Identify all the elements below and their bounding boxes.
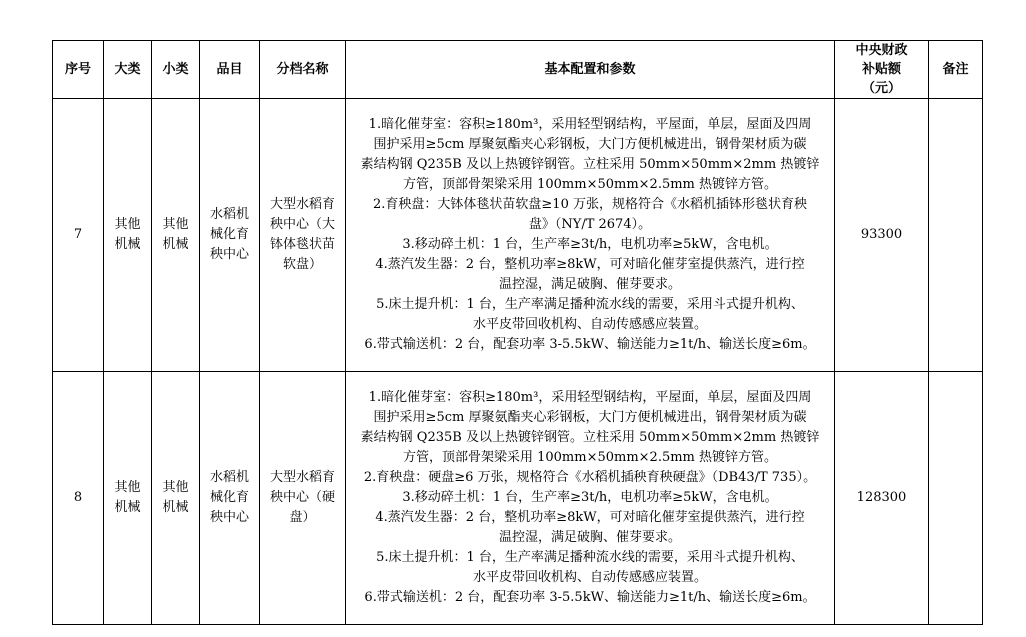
config-line: 温控湿，满足破胸、催芽要求。 [498,277,681,292]
subsidy-spec-table [52,40,983,625]
grade-name-line: 秧中心（大 [269,217,335,232]
header-seq: 序号 [53,41,104,99]
config-line: 4.蒸汽发生器：2 台，整机功率≥8kW，可对暗化催芽室提供蒸汽，进行控 [375,510,805,525]
config-line: 1.暗化催芽室：容积≥180m³，采用轻型钢结构，平屋面，单层，屋面及四周 [368,390,812,405]
config-line: 3.移动碎土机：1 台，生产率≥3t/h，电机功率≥5kW，含电机。 [402,490,778,505]
item-cell [200,99,260,372]
major-category-line: 机械 [114,500,141,515]
config-line: 方管，顶部骨架梁采用 100mm×50mm×2.5mm 热镀锌方管。 [402,450,778,465]
minor-category-line: 机械 [162,500,189,515]
config-line: 4.蒸汽发生器：2 台，整机功率≥8kW，可对暗化催芽室提供蒸汽，进行控 [375,257,805,272]
config-line: 素结构钢 Q235B 及以上热镀锌钢管。立柱采用 50mm×50mm×2mm 热镀锌 [360,430,820,445]
item-line: 水稻机 [209,207,249,222]
grade-name-line: 盘） [289,510,316,525]
header-subsidy-line2: 补贴额 [861,62,901,77]
config-line: 水平皮带回收机构、自动传感感应装置。 [472,570,707,585]
minor-category-cell [152,372,200,625]
grade-name-line: 大型水稻育 [269,470,335,485]
config-line: 温控湿，满足破胸、催芽要求。 [498,530,681,545]
header-subsidy [835,41,929,99]
seq-cell: 8 [53,372,104,625]
config-line: 2.育秧盘：硬盘≥6 万张，规格符合《水稻机插秧育秧硬盘》（DB43/T 735）。 [363,470,817,485]
config-line: 5.床土提升机：1 台，生产率满足播种流水线的需要，采用斗式提升机构、 [376,550,804,565]
minor-category-line: 其他 [162,480,189,495]
grade-name-line: 钵体毯状苗 [269,237,335,252]
grade-name-line: 秧中心（硬 [269,490,335,505]
minor-category-cell [152,99,200,372]
config-line: 水平皮带回收机构、自动传感感应装置。 [472,317,707,332]
header-remarks: 备注 [929,41,983,99]
header-minor-category: 小类 [152,41,200,99]
header-row [53,41,983,99]
grade-name-cell [260,372,346,625]
config-line: 素结构钢 Q235B 及以上热镀锌钢管。立柱采用 50mm×50mm×2mm 热镀锌 [360,157,820,172]
config-cell [346,99,835,372]
remarks-cell [929,372,983,625]
grade-name-cell [260,99,346,372]
table-row [53,372,983,625]
header-subsidy-line3: （元） [861,81,901,96]
config-cell [346,372,835,625]
config-line: 围护采用≥5cm 厚聚氨酯夹心彩钢板，大门方便机械进出，钢骨架材质为碳 [373,410,807,425]
subsidy-cell: 128300 [835,372,929,625]
config-line: 2.育秧盘：大钵体毯状苗软盘≥10 万张，规格符合《水稻机插钵形毯状育秧 [373,197,807,212]
seq-cell: 7 [53,99,104,372]
item-line: 械化育 [209,227,249,242]
grade-name-line: 大型水稻育 [269,197,335,212]
major-category-cell [104,99,152,372]
item-line: 秧中心 [209,510,249,525]
item-cell [200,372,260,625]
config-line: 6.带式输送机：2 台，配套功率 3-5.5kW、输送能力≥1t/h、输送长度≥6m。 [364,337,816,352]
item-line: 秧中心 [209,247,249,262]
item-line: 水稻机 [209,470,249,485]
config-line: 3.移动碎土机：1 台，生产率≥3t/h，电机功率≥5kW，含电机。 [402,237,778,252]
major-category-line: 其他 [114,217,141,232]
config-line: 6.带式输送机：2 台，配套功率 3-5.5kW、输送能力≥1t/h、输送长度≥6m。 [364,590,816,605]
header-config: 基本配置和参数 [346,41,835,99]
subsidy-cell: 93300 [835,99,929,372]
major-category-line: 机械 [114,237,141,252]
config-line: 1.暗化催芽室：容积≥180m³，采用轻型钢结构，平屋面，单层，屋面及四周 [368,117,812,132]
header-grade-name: 分档名称 [260,41,346,99]
table-row [53,99,983,372]
config-line: 围护采用≥5cm 厚聚氨酯夹心彩钢板，大门方便机械进出，钢骨架材质为碳 [373,137,807,152]
config-line: 盘》（NY/T 2674）。 [528,217,652,232]
item-line: 械化育 [209,490,249,505]
header-item: 品目 [200,41,260,99]
minor-category-line: 其他 [162,217,189,232]
major-category-line: 其他 [114,480,141,495]
header-major-category: 大类 [104,41,152,99]
minor-category-line: 机械 [162,237,189,252]
header-subsidy-line1: 中央财政 [855,43,908,58]
major-category-cell [104,372,152,625]
config-line: 方管，顶部骨架梁采用 100mm×50mm×2.5mm 热镀锌方管。 [402,177,778,192]
remarks-cell [929,99,983,372]
grade-name-line: 软盘） [282,257,322,272]
config-line: 5.床土提升机：1 台，生产率满足播种流水线的需要，采用斗式提升机构、 [376,297,804,312]
